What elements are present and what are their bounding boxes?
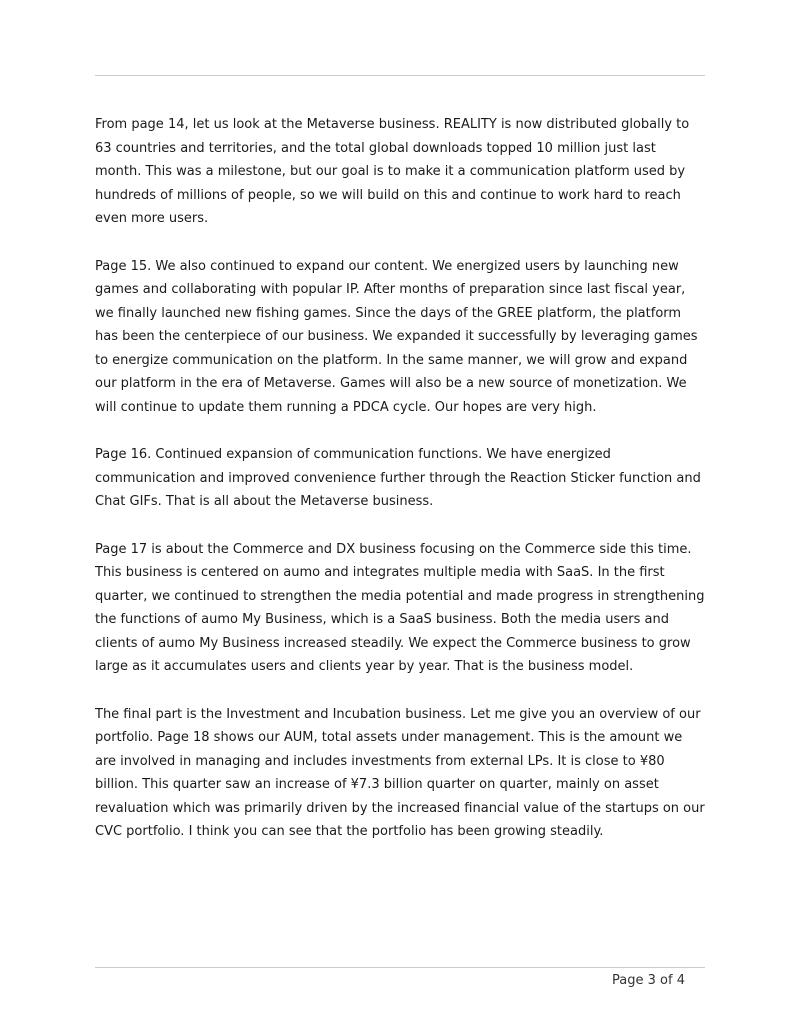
paragraph-page17-commerce: Page 17 is about the Commerce and DX business focusing on the Commerce side this time. This business is centered on aumo and integrates multiple media with SaaS. In the first quarter, we continued to strengthen the media potential and made progress in strengthening the functions of aumo My Business, which is a SaaS business. Both the media users and clients of aumo My Business increased steadily. We expect the Commerce business to grow large as it accumulates users and clients year by year. That is the business model.	[95, 541, 705, 674]
top-divider	[95, 75, 705, 76]
paragraph-page16-communication: Page 16. Continued expansion of communication functions. We have energized communication and improved convenience further through the Reaction Sticker function and Chat GIFs. That is all about the Metaverse business.	[95, 447, 701, 509]
paragraph-metaverse-overview: From page 14, let us look at the Metaverse business. REALITY is now distributed globally to 63 countries and territories, and the total global downloads topped 10 million just last month. This was a milestone, but our goal is to make it a communication platform used by hundreds of millions of people, so we will build on this and continue to work hard to reach even more users.	[95, 117, 690, 226]
document-body	[95, 113, 706, 868]
bottom-divider	[95, 967, 705, 968]
page-number: Page 3 of 4	[612, 973, 685, 988]
paragraph-page15-content: Page 15. We also continued to expand our content. We energized users by launching new games and collaborating with popular IP. After months of preparation since last fiscal year, we finally launched new fishing games. Since the days of the GREE platform, the platform has been the centerpiece of our business. We expanded it successfully by leveraging games to energize communication on the platform. In the same manner, we will grow and expand our platform in the era of Metaverse. Games will also be a new source of monetization. We will continue to update them running a PDCA cycle. Our hopes are very high.	[95, 258, 698, 415]
paragraph-investment-incubation: The final part is the Investment and Incubation business. Let me give you an overview of our portfolio. Page 18 shows our AUM, total assets under management. This is the amount we are involved in managing and includes investments from external LPs. It is close to ¥80 billion. This quarter saw an increase of ¥7.3 billion quarter on quarter, mainly on asset revaluation which was primarily driven by the increased financial value of the startups on our CVC portfolio. I think you can see that the portfolio has been growing steadily.	[95, 706, 705, 839]
